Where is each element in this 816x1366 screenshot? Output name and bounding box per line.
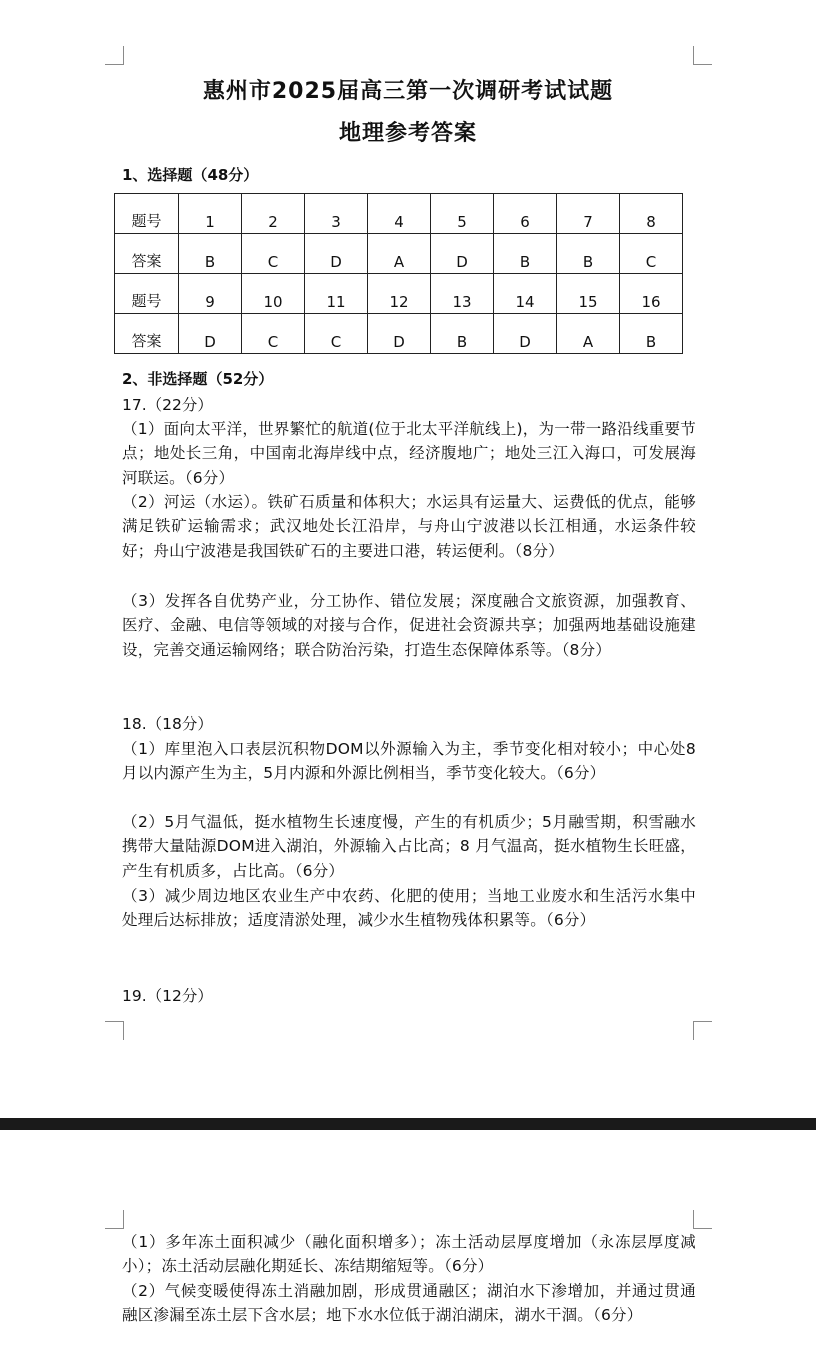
table-cell: B — [494, 234, 557, 274]
table-cell: C — [242, 314, 305, 354]
table-cell: B — [431, 314, 494, 354]
page-corner-mark — [693, 1021, 712, 1040]
answer-19-2: （2）气候变暖使得冻土消融加剧，形成贯通融区；湖泊水下渗增加，并通过贯通融区渗漏至冻土层下含水层；地下水水位低于湖泊湖床，湖水干涸。（6分） — [122, 1282, 696, 1325]
table-cell: D — [305, 234, 368, 274]
table-cell: 6 — [494, 194, 557, 234]
table-cell: A — [368, 234, 431, 274]
table-cell: 14 — [494, 274, 557, 314]
page-corner-mark — [105, 46, 124, 65]
table-cell: 15 — [557, 274, 620, 314]
document-title: 惠州市2025届高三第一次调研考试试题 — [202, 79, 614, 104]
answer-17-3: （3）发挥各自优势产业，分工协作、错位发展；深度融合文旅资源，加强教育、医疗、金融、电信等领域的对接与合作，促进社会资源共享；加强两地基础设施建设，完善交通运输网络；联合防治污染，打造生态保障体系等。（8分） — [122, 592, 696, 659]
table-row — [115, 194, 683, 234]
table-cell: B — [620, 314, 683, 354]
answer-17-1: （1）面向太平洋，世界繁忙的航道(位于北太平洋航线上)，为一带一路沿线重要节点；地处长三角，中国南北海岸线中点，经济腹地广；地处三江入海口，可发展海河联运。（6分） — [122, 420, 696, 487]
page-separator — [0, 1118, 816, 1130]
table-cell: 10 — [242, 274, 305, 314]
question-17-label: 17.（22分） — [122, 396, 213, 414]
table-cell: 1 — [179, 194, 242, 234]
table-cell: C — [620, 234, 683, 274]
table-cell: B — [557, 234, 620, 274]
answer-19-1: （1）多年冻土面积减少（融化面积增多）；冻土活动层厚度增加（永冻层厚度减小）；冻土活动层融化期延长、冻结期缩短等。（6分） — [122, 1233, 696, 1276]
document-subtitle: 地理参考答案 — [338, 121, 477, 146]
section-heading-open-questions: 2、非选择题（52分） — [122, 370, 274, 388]
table-cell: 11 — [305, 274, 368, 314]
table-row — [115, 274, 683, 314]
section-heading-multiple-choice: 1、选择题（48分） — [122, 166, 259, 184]
table-cell: 13 — [431, 274, 494, 314]
answer-table — [114, 193, 683, 354]
table-cell: 3 — [305, 194, 368, 234]
answer-17-2: （2）河运（水运）。铁矿石质量和体积大；水运具有运量大、运费低的优点，能够满足铁矿运输需求；武汉地处长江沿岸，与舟山宁波港以长江相通，水运条件较好；舟山宁波港是我国铁矿石的主要进口港，转运便利。（8分） — [122, 493, 696, 560]
table-cell: B — [179, 234, 242, 274]
table-cell: C — [242, 234, 305, 274]
table-cell: 5 — [431, 194, 494, 234]
table-cell: D — [368, 314, 431, 354]
table-cell: 16 — [620, 274, 683, 314]
table-row — [115, 234, 683, 274]
page-corner-mark — [693, 46, 712, 65]
table-cell: A — [557, 314, 620, 354]
table-cell: C — [305, 314, 368, 354]
answer-18-1: （1）库里泡入口表层沉积物DOM以外源输入为主，季节变化相对较小；中心处8月以内源产生为主，5月内源和外源比例相当，季节变化较大。（6分） — [122, 740, 696, 783]
table-cell: D — [431, 234, 494, 274]
table-cell: 4 — [368, 194, 431, 234]
table-row — [115, 314, 683, 354]
table-cell: D — [179, 314, 242, 354]
table-row-header: 答案 — [115, 314, 179, 354]
page-corner-mark — [105, 1210, 124, 1229]
question-19-label: 19.（12分） — [122, 987, 213, 1005]
table-cell: 12 — [368, 274, 431, 314]
table-cell: 9 — [179, 274, 242, 314]
table-cell: 7 — [557, 194, 620, 234]
table-cell: D — [494, 314, 557, 354]
page-corner-mark — [105, 1021, 124, 1040]
page-corner-mark — [693, 1210, 712, 1229]
table-cell: 2 — [242, 194, 305, 234]
document-page-2 — [0, 1130, 816, 1366]
table-row-header: 题号 — [115, 194, 179, 234]
question-18-label: 18.（18分） — [122, 715, 213, 733]
table-row-header: 答案 — [115, 234, 179, 274]
table-row-header: 题号 — [115, 274, 179, 314]
answer-18-3: （3）减少周边地区农业生产中农药、化肥的使用；当地工业废水和生活污水集中处理后达标排放；适度清淤处理，减少水生植物残体积累等。（6分） — [122, 887, 696, 930]
answer-18-2: （2）5月气温低，挺水植物生长速度慢，产生的有机质少；5月融雪期，积雪融水携带大量陆源DOM进入湖泊，外源输入占比高；8 月气温高，挺水植物生长旺盛，产生有机质多，占比高。（6分） — [122, 813, 696, 880]
table-cell: 8 — [620, 194, 683, 234]
